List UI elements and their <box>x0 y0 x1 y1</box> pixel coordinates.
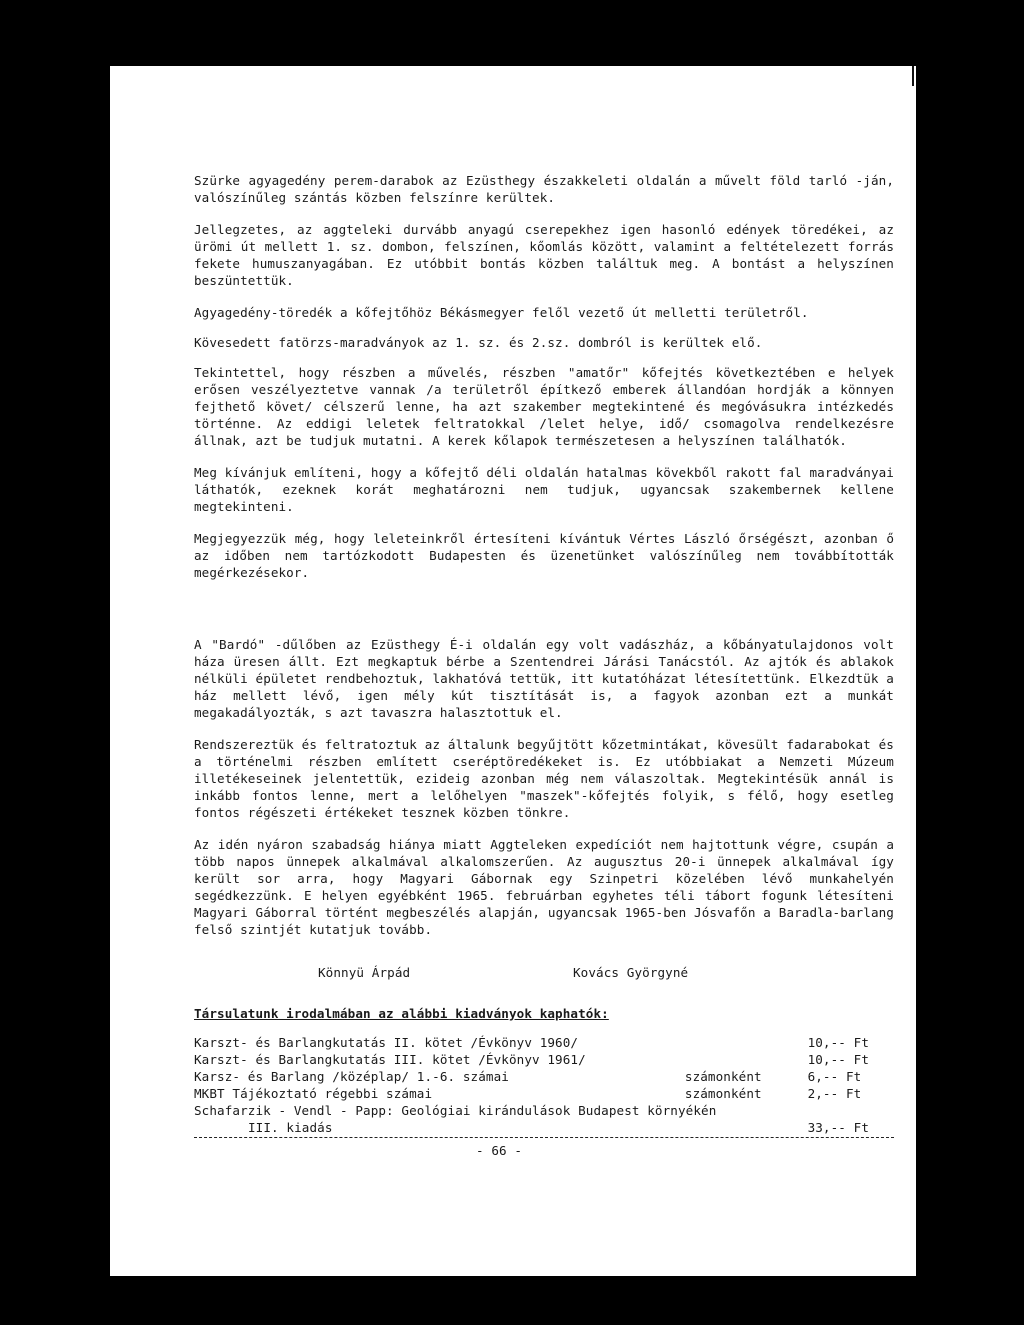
page-number: - 66 - <box>475 1143 523 1158</box>
paragraph-1: Szürke agyagedény perem-darabok az Ezüsthegy északkeleti oldalán a művelt föld tarló -ján, valószínűleg szántás közben felszínre kerültek. <box>194 173 894 205</box>
table-row <box>194 1085 894 1102</box>
paragraph-5: Tekintettel, hogy részben a művelés, részben "amatőr" kőfejtés következtében e helyek erősen veszélyeztetve vannak /a területről építkező emberek állandóan hordják a könnyen fejthető követ/ célszerű lenne, ha azt szakember megtekintené és megóvásukra intézkedés történne. Az eddigi leletek feltratokkal /lelet helye, idő/ csomagolva rendelkezésre állnak, azt be tudjuk mutatni. A kerek kőlapok természetesen a helyszínen találhatók. <box>194 365 894 448</box>
section-gap <box>194 596 894 636</box>
pub-title: Karszt- és Barlangkutatás II. kötet /Évkönyv 1960/ <box>194 1035 579 1050</box>
table-row <box>194 1102 894 1119</box>
publications-heading: Társulatunk irodalmában az alábbi kiadványok kaphatók: <box>194 1006 609 1021</box>
pub-unit <box>685 1119 802 1136</box>
pub-unit <box>685 1051 802 1068</box>
signature-2: Kovács Györgyné <box>573 965 689 980</box>
pub-price: 33,-- Ft <box>807 1120 870 1135</box>
document-body <box>194 172 894 1159</box>
pub-title: III. kiadás <box>248 1120 333 1135</box>
pub-title: Karsz- és Barlang /középlap/ 1.-6. számai <box>194 1069 509 1084</box>
dashed-divider <box>194 1137 894 1138</box>
table-row <box>194 1034 894 1051</box>
pub-title: MKBT Tájékoztató régebbi számai <box>194 1086 433 1101</box>
pub-price: 10,-- Ft <box>807 1035 870 1050</box>
paragraph-6: Meg kívánjuk említeni, hogy a kőfejtő déli oldalán hatalmas kövekből rakott fal maradványai láthatók, ezeknek korát meghatározni nem tudjuk, ugyancsak szakembernek kellene megtekinteni. <box>194 465 894 514</box>
publications-table <box>194 1034 894 1136</box>
document-page <box>110 66 916 1276</box>
pub-price: 10,-- Ft <box>807 1052 870 1067</box>
table-row <box>194 1068 894 1085</box>
pub-title: Karszt- és Barlangkutatás III. kötet /Évkönyv 1961/ <box>194 1052 586 1067</box>
paragraph-3: Agyagedény-töredék a kőfejtőhöz Békásmegyer felől vezető út melletti területről. <box>194 305 809 320</box>
pub-title: Schafarzik - Vendl - Papp: Geológiai kirándulások Budapest környékén <box>194 1103 717 1118</box>
signatures <box>194 964 894 981</box>
table-row <box>194 1051 894 1068</box>
pub-price <box>802 1102 894 1119</box>
paragraph-7: Megjegyezzük még, hogy leleteinkről értesíteni kívántuk Vértes László őrségészt, azonban ő az időben nem tartózkodott Budapesten és üzenetünket valószínűleg nem továbbították megérkezésekor. <box>194 531 894 580</box>
table-row <box>194 1119 894 1136</box>
pub-price: 2,-- Ft <box>807 1086 862 1101</box>
paragraph-10: Az idén nyáron szabadság hiánya miatt Aggteleken expedíciót nem hajtottunk végre, csupán a több napos ünnepek alkalmával alkalomszerűen. Az augusztus 20-i ünnepek alkalmával így került sor arra, hogy Magyari Gábornak egy Szinpetri közelében lévő munkahelyén segédkezzünk. E helyen egyébként 1965. februárban egyhetes téli tábort fogunk létesíteni Magyari Gáborral történt megbeszélés alapján, ugyancsak 1965-ben Jósvafőn a Baradla-barlang felső szintjét kutatjuk tovább. <box>194 837 894 937</box>
pub-unit <box>685 1034 802 1051</box>
signature-1: Könnyü Árpád <box>318 965 411 980</box>
paragraph-9: Rendszereztük és feltratoztuk az általunk begyűjtött kőzetmintákat, kövesült fadarabokat és a történelmi részben említett cseréptöredékeket is. Ez utóbbiakat a Nemzeti Múzeum illetékeseinek jelentettük, ezideig azonban még nem válaszoltak. Megtekintésük annál is inkább fontos lenne, mert a lelőhelyen "maszek"-kőfejtés folyik, s félő, hogy esetleg fontos régészeti értékeket tesznek közben tönkre. <box>194 737 894 820</box>
paragraph-4: Kövesedett fatörzs-maradványok az 1. sz. és 2.sz. dombról is kerültek elő. <box>194 335 763 350</box>
page-corner-mark <box>912 66 914 86</box>
pub-unit: számonként <box>684 1069 762 1084</box>
pub-price: 6,-- Ft <box>807 1069 862 1084</box>
paragraph-2: Jellegzetes, az aggteleki durvább anyagú cserepekhez igen hasonló edények töredékei, az ürömi út mellett 1. sz. dombon, felszínen, kőomlás között, valamint a feltételezett forrás fekete humuszanyagában. Ez utóbbit bontás közben találtuk meg. A bontást a helyszínen beszüntettük. <box>194 222 894 288</box>
pub-unit: számonként <box>684 1086 762 1101</box>
paragraph-8: A "Bardó" -dűlőben az Ezüsthegy É-i oldalán egy volt vadászház, a kőbányatulajdonos volt háza üresen állt. Ezt megkaptuk bérbe a Szentendrei Járási Tanácstól. Az ajtók és ablakok nélküli épületet rendbehoztuk, lakhatóvá tettük, itt kutatóházat létesítettünk. Elkezdtük a ház mellett lévő, igen mély kút tisztítását is, a fagyok azonban ezt a munkát megakadályozták, s azt tavaszra halasztottuk el. <box>194 637 894 720</box>
